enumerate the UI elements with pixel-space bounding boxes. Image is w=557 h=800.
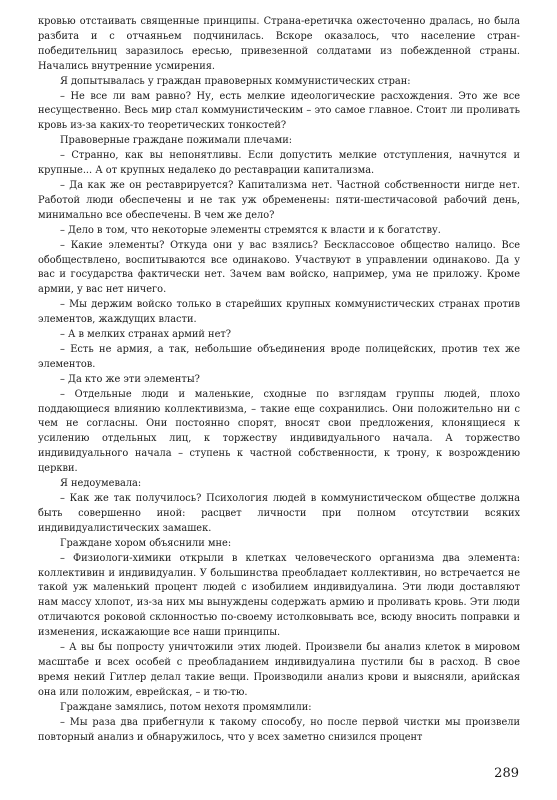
paragraph: – Отдельные люди и маленькие, сходные по взглядам группы людей, плохо поддающиеся влиянию коллективизма, – такие еще сохранились. Они положительно ни с чем не согласны. Они постоянно спорят, вносят свои предложения, клонящиеся к усилению отдельных лиц, к торжеству индивидуального начала. А торжество индивидуального начала – ступень к частной собственности, к трону, к возрождению церкви.	[38, 388, 520, 475]
paragraph: – Физиологи-химики открыли в клетках человеческого организма два элемента: коллективин и индивидуалин. У большинства преобладает коллективин, но встречается не такой уж маленький процент людей с изобилием индивидуалина. Эти люди доставляют нам массу хлопот, из-за них мы вынуждены содержать армию и проливать кровь. Эти люди отличаются роковой склонностью по-своему истолковывать все, всюду вносить поправки и изменения, искажающие все наши принципы.	[38, 552, 520, 639]
page-number: 289	[494, 766, 519, 781]
paragraph: – Да кто же эти элементы?	[60, 373, 200, 385]
paragraph: – Дело в том, что некоторые элементы стремятся к власти и к богатству.	[60, 224, 441, 236]
paragraph: – Мы раза два прибегнули к такому способу, но после первой чистки мы произвели повторный анализ и обнаружилось, что у всех заметно снизился процент	[38, 716, 520, 743]
paragraph: – Странно, как вы непонятливы. Если допустить мелкие отступления, начнутся и крупные... А от крупных недалеко до реставрации капитализма.	[38, 150, 520, 177]
page-text	[38, 15, 520, 745]
paragraph: Граждане хором объяснили мне:	[60, 537, 232, 549]
paragraph: – Мы держим войско только в старейших крупных коммунистических странах против элементов, жаждущих власти.	[38, 299, 520, 326]
paragraph: – Какие элементы? Откуда они у вас взялись? Бесклассовое общество налицо. Все обобществлено, воспитываются все одинаково. Участвуют в управлении одинаково. Да у вас и государства фактически нет. Зачем вам войско, например, ума не приложу. Кроме армии, у вас нет ничего.	[38, 239, 520, 296]
paragraph: Я допытывалась у граждан правоверных коммунистических стран:	[60, 75, 411, 87]
paragraph: – Да как же он реставрируется? Капитализма нет. Частной собственности нигде нет. Работой люди обеспечены и не так уж обременены: пяти-шестичасовой рабочий день, минимально все обеспечены. В чем же дело?	[38, 179, 520, 221]
paragraph: – А вы бы попросту уничтожили этих людей. Произвели бы анализ клеток в мировом масштабе и всех особей с преобладанием индивидуалина пустили бы в расход. В свое время некий Гитлер делал такие вещи. Производили анализ крови и выясняли, арийская она или положим, еврейская, – и тю-тю.	[38, 642, 520, 698]
paragraph: кровью отстаивать священные принципы. Страна-еретичка ожесточенно дралась, но была разбита и с отчаяньем подчинилась. Вскоре оказалось, что население стран-победительниц заразилось ересью, привезенной солдатами из побежденной страны. Начались внутренние усмирения.	[38, 16, 520, 72]
paragraph: – А в мелких странах армий нет?	[60, 329, 232, 341]
paragraph: Правоверные граждане пожимали плечами:	[60, 135, 293, 147]
paragraph: – Есть не армия, а так, небольшие объединения вроде полицейских, против тех же элементов.	[38, 343, 520, 370]
paragraph: Граждане замялись, потом нехотя промямлили:	[60, 701, 312, 713]
paragraph: – Не все ли вам равно? Ну, есть мелкие идеологические расхождения. Это же все несущественно. Весь мир стал коммунистическим – это самое главное. Стоит ли проливать кровь из-за каких-то теоретических тонкостей?	[38, 90, 520, 132]
paragraph: Я недоумевала:	[60, 478, 142, 490]
paragraph: – Как же так получилось? Психология людей в коммунистическом обществе должна быть совершенно иной: расцвет личности при полном отсутствии всяких индивидуалистических замашек.	[38, 493, 520, 534]
